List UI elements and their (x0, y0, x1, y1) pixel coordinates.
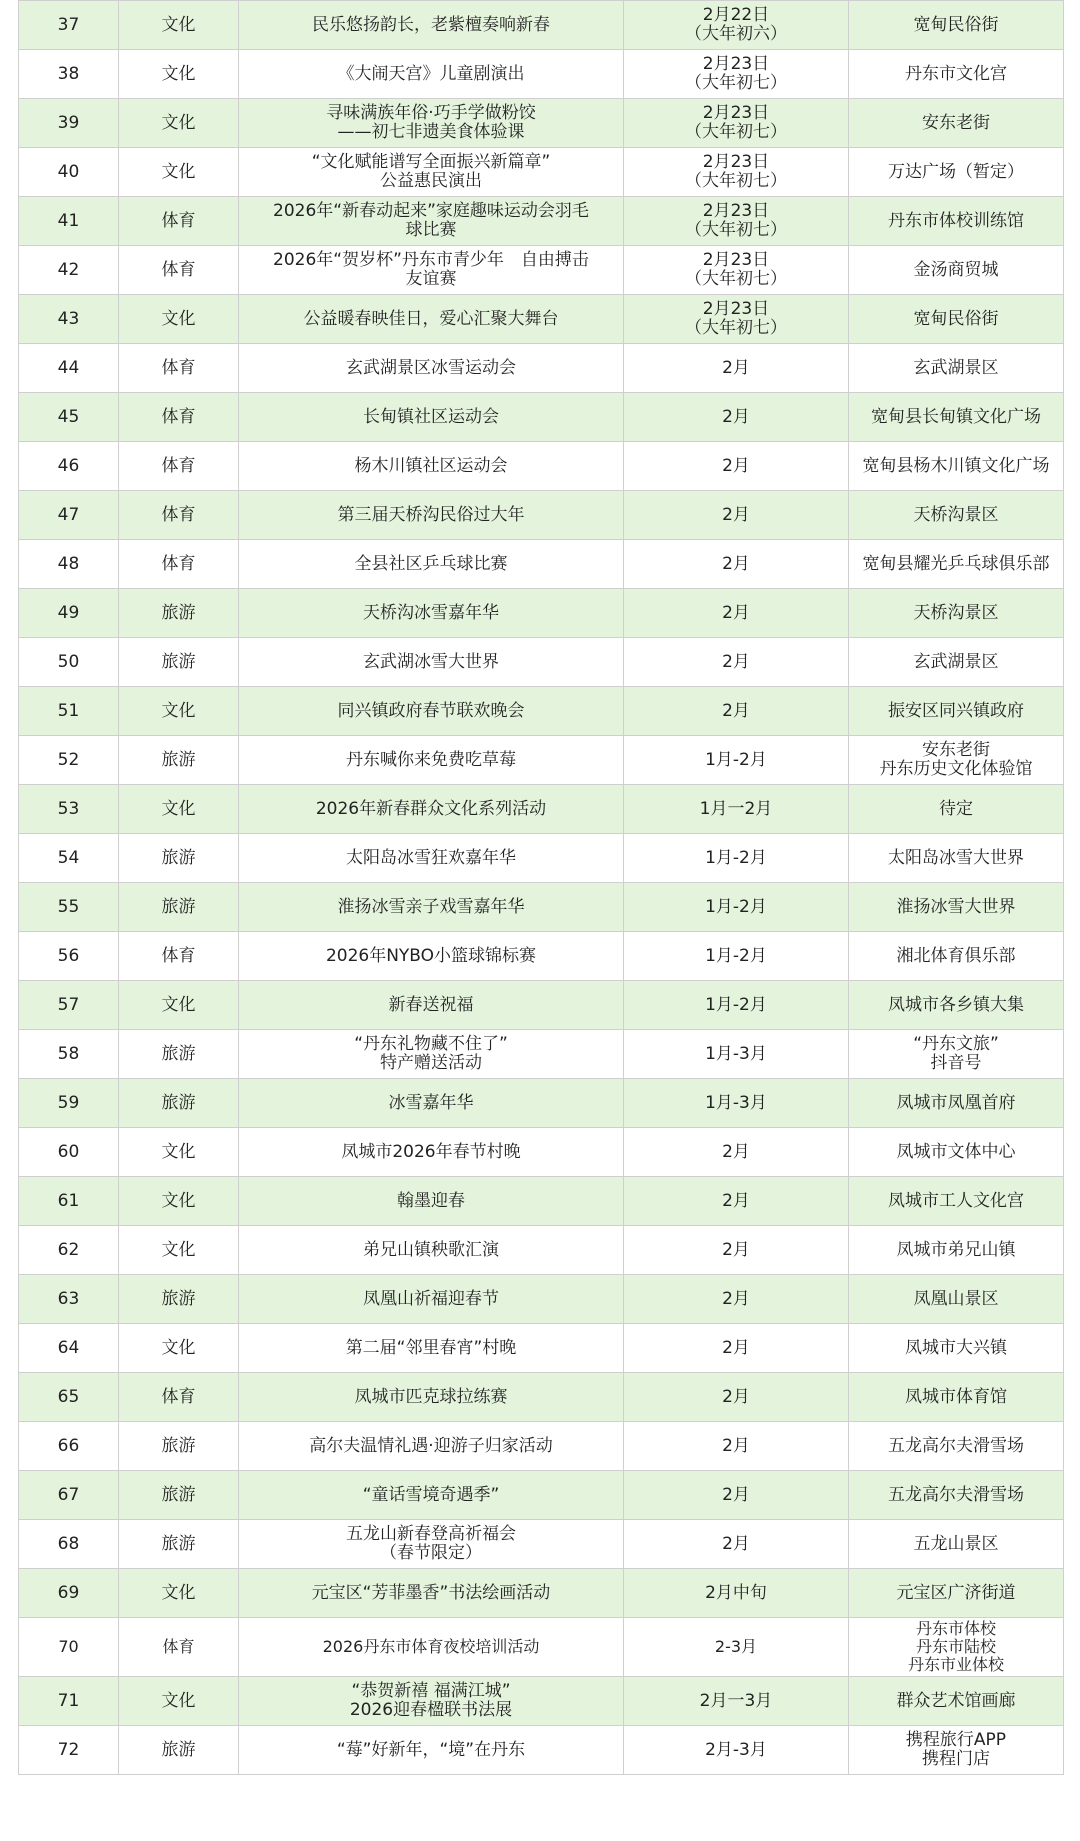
activity-name-cell: 2026年新春群众文化系列活动 (239, 785, 624, 834)
row-number-cell: 59 (19, 1079, 119, 1128)
row-number-cell: 42 (19, 246, 119, 295)
activity-name-cell: 长甸镇社区运动会 (239, 393, 624, 442)
date-cell: 2月 (624, 1177, 849, 1226)
venue-cell: 凤城市体育馆 (849, 1373, 1064, 1422)
category-cell: 旅游 (119, 883, 239, 932)
category-cell: 文化 (119, 981, 239, 1030)
date-cell: 2月 (624, 589, 849, 638)
table-row (19, 883, 1064, 932)
row-number-cell: 50 (19, 638, 119, 687)
venue-cell: 太阳岛冰雪大世界 (849, 834, 1064, 883)
venue-cell: 振安区同兴镇政府 (849, 687, 1064, 736)
row-number-cell: 44 (19, 344, 119, 393)
date-cell: 1月-3月 (624, 1079, 849, 1128)
date-cell: 2-3月 (624, 1618, 849, 1677)
activity-name-cell: 同兴镇政府春节联欢晚会 (239, 687, 624, 736)
row-number-cell: 71 (19, 1677, 119, 1726)
category-cell: 旅游 (119, 1030, 239, 1079)
venue-cell: 天桥沟景区 (849, 589, 1064, 638)
date-cell: 1月-2月 (624, 736, 849, 785)
venue-cell: 丹东市体校训练馆 (849, 197, 1064, 246)
row-number-cell: 46 (19, 442, 119, 491)
activity-name-cell: 2026年“新春动起来”家庭趣味运动会羽毛 球比赛 (239, 197, 624, 246)
date-cell: 2月中旬 (624, 1569, 849, 1618)
row-number-cell: 66 (19, 1422, 119, 1471)
table-row (19, 50, 1064, 99)
row-number-cell: 57 (19, 981, 119, 1030)
table-row (19, 687, 1064, 736)
venue-cell: 元宝区广济街道 (849, 1569, 1064, 1618)
date-cell: 2月23日 （大年初七） (624, 148, 849, 197)
row-number-cell: 54 (19, 834, 119, 883)
row-number-cell: 61 (19, 1177, 119, 1226)
category-cell: 旅游 (119, 638, 239, 687)
activity-name-cell: “童话雪境奇遇季” (239, 1471, 624, 1520)
activity-name-cell: 天桥沟冰雪嘉年华 (239, 589, 624, 638)
venue-cell: 丹东市文化宫 (849, 50, 1064, 99)
row-number-cell: 65 (19, 1373, 119, 1422)
row-number-cell: 40 (19, 148, 119, 197)
table-row (19, 1226, 1064, 1275)
venue-cell: 五龙高尔夫滑雪场 (849, 1471, 1064, 1520)
date-cell: 2月 (624, 1422, 849, 1471)
category-cell: 文化 (119, 50, 239, 99)
date-cell: 2月 (624, 1275, 849, 1324)
venue-cell: 丹东市体校 丹东市陆校 丹东市业体校 (849, 1618, 1064, 1677)
activity-name-cell: 淮扬冰雪亲子戏雪嘉年华 (239, 883, 624, 932)
row-number-cell: 55 (19, 883, 119, 932)
row-number-cell: 62 (19, 1226, 119, 1275)
table-row (19, 148, 1064, 197)
activity-name-cell: 凤城市2026年春节村晚 (239, 1128, 624, 1177)
row-number-cell: 56 (19, 932, 119, 981)
table-row (19, 1, 1064, 50)
table-row (19, 1471, 1064, 1520)
category-cell: 体育 (119, 1618, 239, 1677)
date-cell: 2月 (624, 393, 849, 442)
table-row (19, 1520, 1064, 1569)
activity-name-cell: 冰雪嘉年华 (239, 1079, 624, 1128)
activity-name-cell: 寻味满族年俗·巧手学做粉饺 ——初七非遗美食体验课 (239, 99, 624, 148)
activity-name-cell: 第二届“邻里春宵”村晚 (239, 1324, 624, 1373)
row-number-cell: 39 (19, 99, 119, 148)
activity-name-cell: 民乐悠扬韵长，老紫檀奏响新春 (239, 1, 624, 50)
activity-name-cell: “莓”好新年，“境”在丹东 (239, 1726, 624, 1775)
category-cell: 文化 (119, 1177, 239, 1226)
category-cell: 体育 (119, 932, 239, 981)
activity-name-cell: 元宝区“芳菲墨香”书法绘画活动 (239, 1569, 624, 1618)
date-cell: 2月 (624, 442, 849, 491)
activity-name-cell: 凤城市匹克球拉练赛 (239, 1373, 624, 1422)
venue-cell: 万达广场（暂定） (849, 148, 1064, 197)
row-number-cell: 43 (19, 295, 119, 344)
venue-cell: 宽甸民俗街 (849, 1, 1064, 50)
venue-cell: 湘北体育俱乐部 (849, 932, 1064, 981)
row-number-cell: 63 (19, 1275, 119, 1324)
category-cell: 体育 (119, 1373, 239, 1422)
table-row (19, 295, 1064, 344)
table-row (19, 1618, 1064, 1677)
date-cell: 2月23日 （大年初七） (624, 99, 849, 148)
date-cell: 1月-2月 (624, 932, 849, 981)
category-cell: 文化 (119, 785, 239, 834)
venue-cell: 凤城市各乡镇大集 (849, 981, 1064, 1030)
venue-cell: 五龙山景区 (849, 1520, 1064, 1569)
row-number-cell: 51 (19, 687, 119, 736)
activity-name-cell: 凤凰山祈福迎春节 (239, 1275, 624, 1324)
table-row (19, 246, 1064, 295)
venue-cell: 安东老街 (849, 99, 1064, 148)
category-cell: 文化 (119, 99, 239, 148)
venue-cell: 玄武湖景区 (849, 344, 1064, 393)
row-number-cell: 37 (19, 1, 119, 50)
table-row (19, 981, 1064, 1030)
date-cell: 2月 (624, 540, 849, 589)
table-row (19, 1324, 1064, 1373)
table-row (19, 932, 1064, 981)
table-row (19, 1726, 1064, 1775)
row-number-cell: 69 (19, 1569, 119, 1618)
activity-name-cell: 杨木川镇社区运动会 (239, 442, 624, 491)
date-cell: 2月 (624, 491, 849, 540)
activity-name-cell: 高尔夫温情礼遇·迎游子归家活动 (239, 1422, 624, 1471)
category-cell: 文化 (119, 295, 239, 344)
date-cell: 2月 (624, 1324, 849, 1373)
category-cell: 体育 (119, 393, 239, 442)
table-row (19, 1275, 1064, 1324)
category-cell: 体育 (119, 540, 239, 589)
category-cell: 旅游 (119, 834, 239, 883)
date-cell: 1月-2月 (624, 981, 849, 1030)
venue-cell: 天桥沟景区 (849, 491, 1064, 540)
row-number-cell: 38 (19, 50, 119, 99)
venue-cell: “丹东文旅” 抖音号 (849, 1030, 1064, 1079)
row-number-cell: 70 (19, 1618, 119, 1677)
table-row (19, 540, 1064, 589)
row-number-cell: 41 (19, 197, 119, 246)
activity-name-cell: 全县社区乒乓球比赛 (239, 540, 624, 589)
table-row (19, 736, 1064, 785)
row-number-cell: 72 (19, 1726, 119, 1775)
category-cell: 旅游 (119, 1079, 239, 1128)
table-row (19, 1128, 1064, 1177)
activity-name-cell: 2026丹东市体育夜校培训活动 (239, 1618, 624, 1677)
category-cell: 体育 (119, 246, 239, 295)
category-cell: 文化 (119, 687, 239, 736)
date-cell: 1月-2月 (624, 883, 849, 932)
venue-cell: 凤城市弟兄山镇 (849, 1226, 1064, 1275)
category-cell: 体育 (119, 491, 239, 540)
activity-name-cell: 玄武湖冰雪大世界 (239, 638, 624, 687)
venue-cell: 携程旅行APP 携程门店 (849, 1726, 1064, 1775)
category-cell: 旅游 (119, 1275, 239, 1324)
category-cell: 文化 (119, 1324, 239, 1373)
activity-name-cell: 弟兄山镇秧歌汇演 (239, 1226, 624, 1275)
date-cell: 2月23日 （大年初七） (624, 197, 849, 246)
activity-name-cell: “恭贺新禧 福满江城” 2026迎春楹联书法展 (239, 1677, 624, 1726)
row-number-cell: 45 (19, 393, 119, 442)
row-number-cell: 49 (19, 589, 119, 638)
venue-cell: 凤城市文体中心 (849, 1128, 1064, 1177)
date-cell: 2月 (624, 638, 849, 687)
activity-name-cell: “丹东礼物藏不住了” 特产赠送活动 (239, 1030, 624, 1079)
row-number-cell: 52 (19, 736, 119, 785)
venue-cell: 宽甸县杨木川镇文化广场 (849, 442, 1064, 491)
category-cell: 体育 (119, 197, 239, 246)
table-row (19, 1422, 1064, 1471)
activity-name-cell: 新春送祝福 (239, 981, 624, 1030)
table-row (19, 1677, 1064, 1726)
venue-cell: 金汤商贸城 (849, 246, 1064, 295)
activity-name-cell: 五龙山新春登高祈福会 （春节限定） (239, 1520, 624, 1569)
date-cell: 1月一2月 (624, 785, 849, 834)
date-cell: 2月 (624, 687, 849, 736)
category-cell: 体育 (119, 344, 239, 393)
row-number-cell: 48 (19, 540, 119, 589)
activity-name-cell: 《大闹天宫》儿童剧演出 (239, 50, 624, 99)
table-row (19, 1079, 1064, 1128)
table-row (19, 785, 1064, 834)
category-cell: 旅游 (119, 1726, 239, 1775)
table-row (19, 442, 1064, 491)
table-row (19, 834, 1064, 883)
table-row (19, 491, 1064, 540)
row-number-cell: 47 (19, 491, 119, 540)
table-row (19, 99, 1064, 148)
category-cell: 旅游 (119, 1520, 239, 1569)
venue-cell: 淮扬冰雪大世界 (849, 883, 1064, 932)
date-cell: 2月-3月 (624, 1726, 849, 1775)
table-row (19, 1569, 1064, 1618)
activity-name-cell: 公益暖春映佳日，爱心汇聚大舞台 (239, 295, 624, 344)
activity-name-cell: 太阳岛冰雪狂欢嘉年华 (239, 834, 624, 883)
activity-table (18, 0, 1064, 1775)
venue-cell: 安东老街 丹东历史文化体验馆 (849, 736, 1064, 785)
category-cell: 旅游 (119, 1422, 239, 1471)
row-number-cell: 53 (19, 785, 119, 834)
venue-cell: 五龙高尔夫滑雪场 (849, 1422, 1064, 1471)
activity-name-cell: 第三届天桥沟民俗过大年 (239, 491, 624, 540)
venue-cell: 待定 (849, 785, 1064, 834)
row-number-cell: 64 (19, 1324, 119, 1373)
date-cell: 2月 (624, 1226, 849, 1275)
date-cell: 2月22日 （大年初六） (624, 1, 849, 50)
date-cell: 2月 (624, 1373, 849, 1422)
row-number-cell: 68 (19, 1520, 119, 1569)
category-cell: 旅游 (119, 1471, 239, 1520)
date-cell: 2月23日 （大年初七） (624, 295, 849, 344)
table-row (19, 393, 1064, 442)
table-row (19, 1373, 1064, 1422)
table-row (19, 638, 1064, 687)
category-cell: 文化 (119, 1677, 239, 1726)
date-cell: 2月23日 （大年初七） (624, 246, 849, 295)
venue-cell: 凤城市工人文化宫 (849, 1177, 1064, 1226)
venue-cell: 凤城市大兴镇 (849, 1324, 1064, 1373)
date-cell: 2月 (624, 1128, 849, 1177)
category-cell: 文化 (119, 1569, 239, 1618)
row-number-cell: 58 (19, 1030, 119, 1079)
row-number-cell: 60 (19, 1128, 119, 1177)
category-cell: 旅游 (119, 589, 239, 638)
venue-cell: 凤凰山景区 (849, 1275, 1064, 1324)
category-cell: 文化 (119, 1128, 239, 1177)
venue-cell: 宽甸县长甸镇文化广场 (849, 393, 1064, 442)
venue-cell: 凤城市凤凰首府 (849, 1079, 1064, 1128)
activity-name-cell: 2026年“贺岁杯”丹东市青少年 自由搏击 友谊赛 (239, 246, 624, 295)
category-cell: 文化 (119, 1, 239, 50)
category-cell: 文化 (119, 1226, 239, 1275)
category-cell: 体育 (119, 442, 239, 491)
table-row (19, 1030, 1064, 1079)
date-cell: 2月23日 （大年初七） (624, 50, 849, 99)
row-number-cell: 67 (19, 1471, 119, 1520)
date-cell: 2月 (624, 1471, 849, 1520)
date-cell: 1月-2月 (624, 834, 849, 883)
activity-name-cell: 玄武湖景区冰雪运动会 (239, 344, 624, 393)
activity-name-cell: “文化赋能谱写全面振兴新篇章” 公益惠民演出 (239, 148, 624, 197)
date-cell: 2月 (624, 1520, 849, 1569)
activity-name-cell: 2026年NYBO小篮球锦标赛 (239, 932, 624, 981)
date-cell: 2月 (624, 344, 849, 393)
category-cell: 旅游 (119, 736, 239, 785)
activity-name-cell: 翰墨迎春 (239, 1177, 624, 1226)
table-row (19, 197, 1064, 246)
activity-name-cell: 丹东喊你来免费吃草莓 (239, 736, 624, 785)
venue-cell: 群众艺术馆画廊 (849, 1677, 1064, 1726)
category-cell: 文化 (119, 148, 239, 197)
date-cell: 1月-3月 (624, 1030, 849, 1079)
table-row (19, 589, 1064, 638)
venue-cell: 宽甸民俗街 (849, 295, 1064, 344)
activity-table-body (19, 1, 1064, 1775)
table-row (19, 1177, 1064, 1226)
date-cell: 2月一3月 (624, 1677, 849, 1726)
table-row (19, 344, 1064, 393)
venue-cell: 玄武湖景区 (849, 638, 1064, 687)
venue-cell: 宽甸县耀光乒乓球俱乐部 (849, 540, 1064, 589)
